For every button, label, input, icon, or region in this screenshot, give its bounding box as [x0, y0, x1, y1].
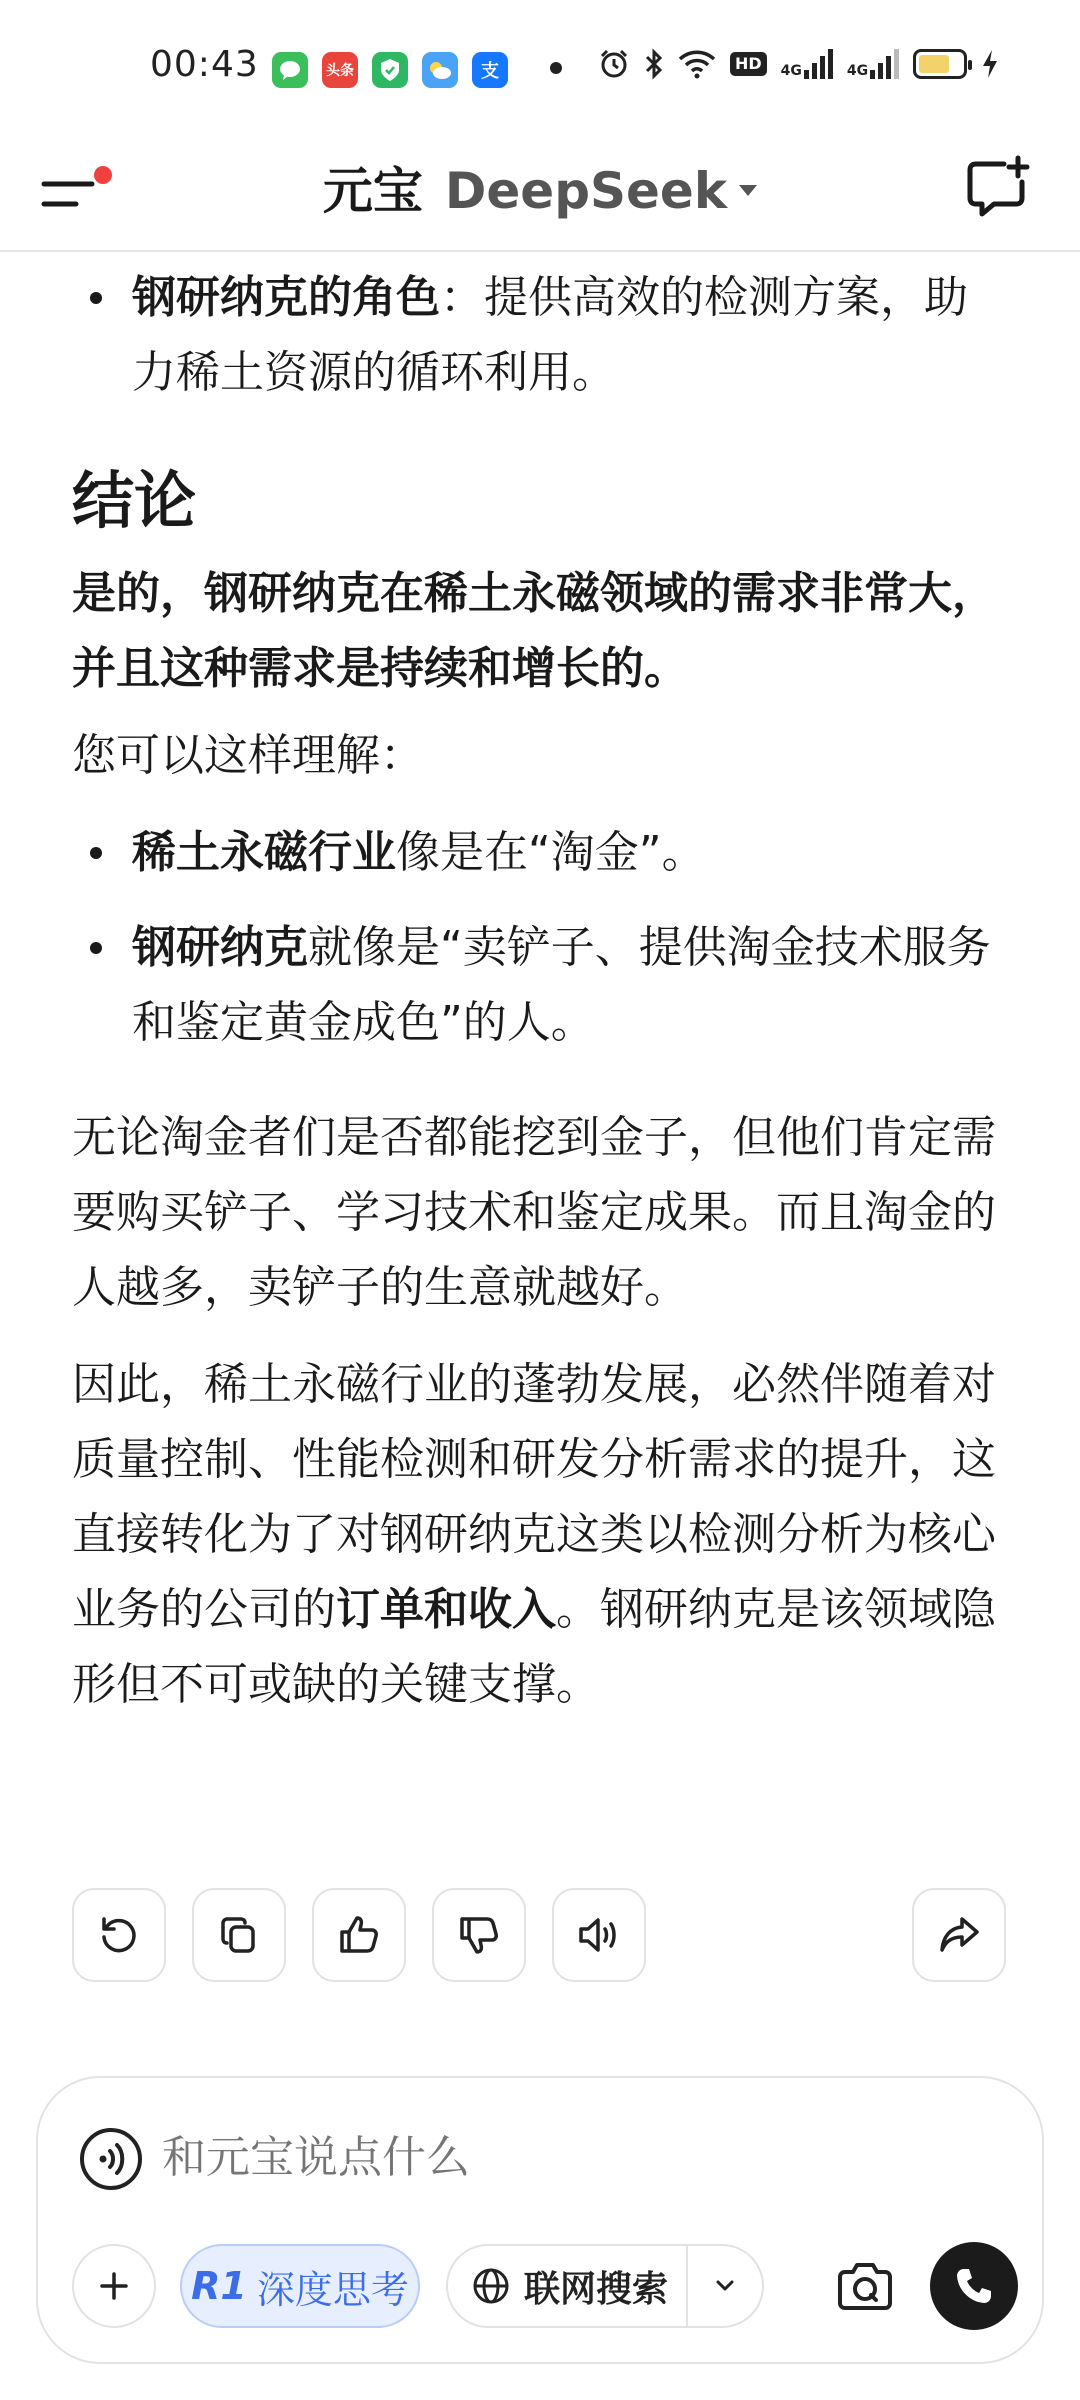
dislike-button[interactable]	[432, 1888, 526, 1982]
r1-tag: R1	[191, 2264, 247, 2308]
deep-think-label: 深度思考	[256, 2267, 409, 2312]
voice-call-button[interactable]	[930, 2242, 1018, 2330]
deep-think-toggle[interactable]	[180, 2244, 420, 2328]
chat-message	[72, 260, 1008, 1722]
bullet-bold-label: 稀土永磁行业	[132, 827, 396, 878]
weather-icon	[422, 52, 458, 88]
section-heading: 结论	[72, 464, 197, 537]
conclusion-statement: 是的，钢研纳克在稀土永磁领域的需求非常大，并且这种需求是持续和增长的。	[72, 568, 996, 694]
read-aloud-button[interactable]	[552, 1888, 646, 1982]
battery-level	[919, 55, 949, 73]
network-type-label: 4G	[780, 63, 802, 79]
bullet-text: 就像是“卖铲子、提供淘金技术服务和鉴定黄金成色”的人。	[132, 922, 991, 1048]
intro-text: 您可以这样理解：	[72, 730, 424, 781]
new-chat-button[interactable]	[960, 152, 1036, 228]
voice-input-button[interactable]	[78, 2126, 144, 2192]
model-name: DeepSeek	[444, 162, 728, 220]
new-chat-icon	[960, 152, 1036, 228]
voice-icon	[78, 2126, 144, 2192]
camera-icon	[834, 2259, 896, 2315]
status-app-icons	[272, 52, 508, 88]
thumbs-down-icon	[454, 1910, 504, 1960]
wifi-icon	[678, 49, 716, 79]
regenerate-button[interactable]	[72, 1888, 166, 1982]
app-title: 元宝	[322, 162, 423, 220]
network-type-label: 4G	[846, 63, 869, 79]
alipay-icon: 支	[472, 52, 508, 88]
plus-icon	[94, 2266, 134, 2306]
bullet-text: 像是在“淘金”。	[396, 827, 706, 878]
paragraph	[72, 1347, 1008, 1722]
bluetooth-icon	[644, 48, 664, 80]
list-item	[72, 260, 1008, 410]
globe-icon	[470, 2265, 512, 2307]
charging-icon	[981, 48, 999, 80]
chevron-down-icon	[710, 2271, 740, 2301]
bullet-bold-label: 钢研纳克	[132, 922, 308, 973]
bullet-text: ：提供高效的检测方案，助力稀土资源的循环利用。	[132, 272, 968, 398]
search-options-dropdown[interactable]	[688, 2246, 762, 2326]
status-time: 00:43	[150, 44, 259, 85]
paragraph-text: 因此，稀土永磁行业的蓬勃发展，必然伴随着对质量控制、性能检测和研发分析需求的提升，这直接转化为了对钢研纳克这类以检测分析为核心业务的公司的	[72, 1359, 996, 1635]
camera-button[interactable]	[826, 2248, 904, 2326]
model-selector[interactable]	[0, 156, 1080, 226]
add-attachment-button[interactable]	[72, 2244, 156, 2328]
shield-icon	[372, 52, 408, 88]
copy-button[interactable]	[192, 1888, 286, 1982]
like-button[interactable]	[312, 1888, 406, 1982]
message-input[interactable]	[162, 2118, 962, 2198]
toutiao-icon: 头条	[322, 52, 358, 88]
status-bar	[0, 0, 1080, 130]
bullet-list-top	[72, 260, 1008, 410]
paragraph-text: 。钢研纳克是该领域隐形但不可或缺的关键支撑。	[72, 1584, 996, 1710]
list-item	[72, 910, 1008, 1060]
hd-voice-badge: HD	[730, 52, 767, 76]
share-icon	[934, 1910, 984, 1960]
status-indicators	[598, 48, 999, 80]
share-button[interactable]	[912, 1888, 1006, 1982]
signal-icon-1	[781, 49, 833, 79]
input-panel	[36, 2076, 1044, 2364]
speaker-icon	[574, 1910, 624, 1960]
phone-icon	[952, 2264, 996, 2308]
bullet-bold-label: 钢研纳克的角色	[132, 272, 440, 323]
list-item	[72, 815, 1008, 890]
paragraph-bold-text: 订单和收入	[336, 1584, 556, 1635]
chevron-down-icon	[739, 185, 757, 196]
copy-icon	[214, 1910, 264, 1960]
thumbs-up-icon	[334, 1910, 384, 1960]
web-search-toggle[interactable]	[448, 2246, 686, 2326]
signal-icon-2	[847, 49, 899, 79]
alarm-icon	[598, 48, 630, 80]
message-actions	[72, 1888, 1008, 1982]
battery-icon	[913, 49, 967, 79]
bullet-list-analogy	[72, 815, 1008, 1060]
web-search-control	[446, 2244, 764, 2328]
refresh-icon	[94, 1910, 144, 1960]
wechat-icon	[272, 52, 308, 88]
notification-more-dot	[550, 62, 562, 74]
web-search-label: 联网搜索	[524, 2268, 669, 2310]
app-header	[0, 130, 1080, 252]
paragraph: 无论淘金者们是否都能挖到金子，但他们肯定需要购买铲子、学习技术和鉴定成果。而且淘金的人越多，卖铲子的生意就越好。	[72, 1112, 996, 1313]
